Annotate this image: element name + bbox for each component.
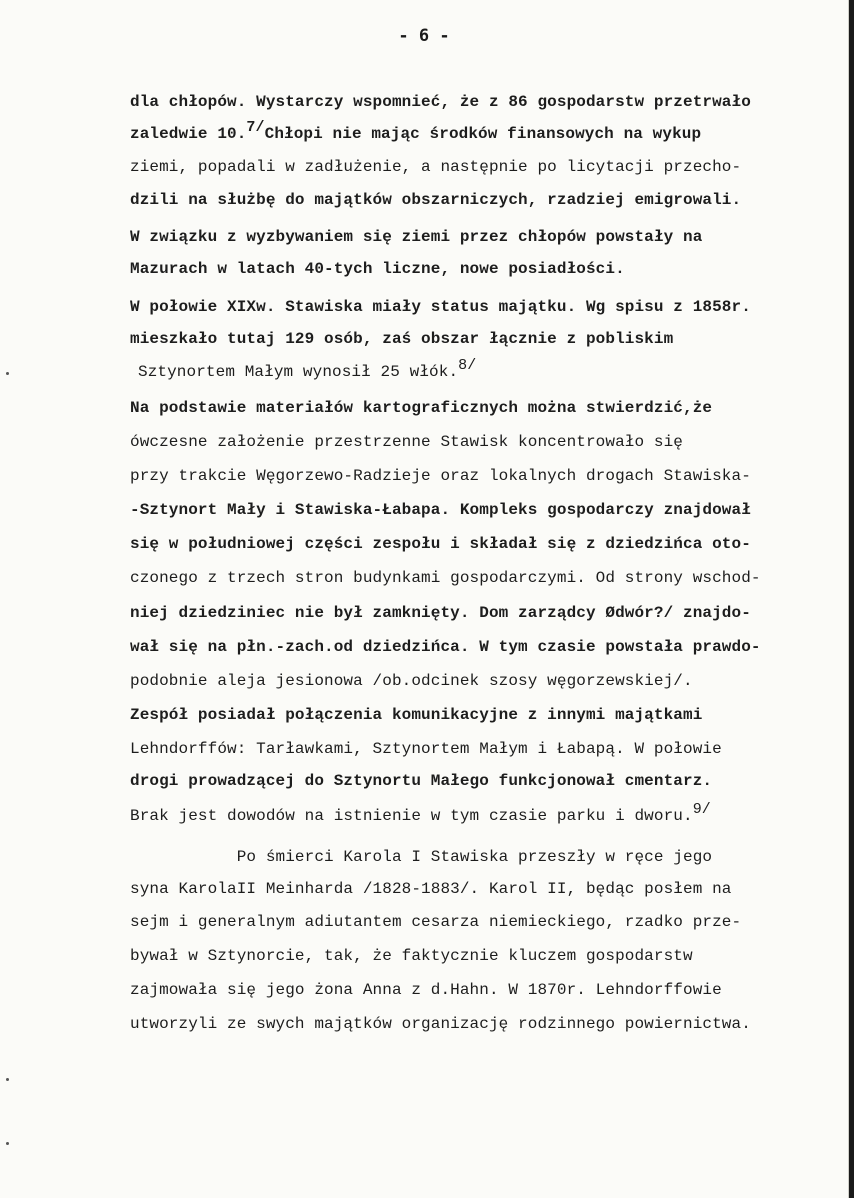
text-line: zaledwie 10.7/Chłopi nie mając środków finansowych na wykup <box>130 119 702 143</box>
text-line: Brak jest dowodów na istnienie w tym czasie parku i dworu.9/ <box>130 801 711 825</box>
text-line: Na podstawie materiałów kartograficznych można stwierdzić,że <box>130 399 713 417</box>
text-line: Lehndorffów: Tarławkami, Sztynortem Małym i Łabapą. W połowie <box>130 740 722 758</box>
footnote-ref: 8/ <box>458 357 477 374</box>
text-line: utworzyli ze swych majątków organizację rodzinnego powiernictwa. <box>130 1015 751 1033</box>
text-line: mieszkało tutaj 129 osób, zaś obszar łącznie z pobliskim <box>130 330 674 348</box>
margin-mark <box>6 1142 9 1145</box>
text-line: W połowie XIXw. Stawiska miały status majątku. Wg spisu z 1858r. <box>130 298 751 316</box>
text-line: Zespół posiadał połączenia komunikacyjne z innymi majątkami <box>130 706 703 724</box>
text-line: Po śmierci Karola I Stawiska przeszły w ręce jego <box>130 848 713 866</box>
text-line: sejm i generalnym adiutantem cesarza niemieckiego, rzadko prze- <box>130 913 742 931</box>
margin-mark <box>6 372 9 375</box>
text-line: W związku z wyzbywaniem się ziemi przez chłopów powstały na <box>130 228 703 246</box>
text-line: ówczesne założenie przestrzenne Stawisk koncentrowało się <box>130 433 683 451</box>
text-line: zajmowała się jego żona Anna z d.Hahn. W 1870r. Lehndorffowie <box>130 981 722 999</box>
text-line: bywał w Sztynorcie, tak, że faktycznie kluczem gospodarstw <box>130 947 693 965</box>
text-line: -Sztynort Mały i Stawiska-Łabapa. Kompleks gospodarczy znajdował <box>130 501 751 519</box>
text-line: podobnie aleja jesionowa /ob.odcinek szosy węgorzewskiej/. <box>130 672 693 690</box>
text-line: czonego z trzech stron budynkami gospodarczymi. Od strony wschod- <box>130 569 761 587</box>
text-line: drogi prowadzącej do Sztynortu Małego funkcjonował cmentarz. <box>130 772 713 790</box>
text-line: ziemi, popadali w zadłużenie, a następnie po licytacji przecho- <box>130 158 742 176</box>
text-line: się w południowej części zespołu i składał się z dziedzińca oto- <box>130 535 751 553</box>
text-line: syna KarolaII Meinharda /1828-1883/. Karol II, będąc posłem na <box>130 880 732 898</box>
text-line: dla chłopów. Wystarczy wspomnieć, że z 86 gospodarstw przetrwało <box>130 93 751 111</box>
page-number: - 6 - <box>398 26 450 46</box>
margin-mark <box>6 1078 9 1081</box>
text-line: dzili na służbę do majątków obszarniczych, rzadziej emigrowali. <box>130 191 742 209</box>
text-line: Mazurach w latach 40-tych liczne, nowe posiadłości. <box>130 260 625 278</box>
text-line: wał się na płn.-zach.od dziedzińca. W tym czasie powstała prawdo- <box>130 638 761 656</box>
text-line: niej dziedziniec nie był zamknięty. Dom zarządcy Ødwór?/ znajdo- <box>130 604 751 622</box>
text-line: przy trakcie Węgorzewo-Radzieje oraz lokalnych drogach Stawiska- <box>130 467 751 485</box>
text-line: Sztynortem Małym wynosił 25 włók.8/ <box>138 357 477 381</box>
footnote-ref: 7/ <box>246 119 265 136</box>
footnote-ref: 9/ <box>692 801 711 818</box>
